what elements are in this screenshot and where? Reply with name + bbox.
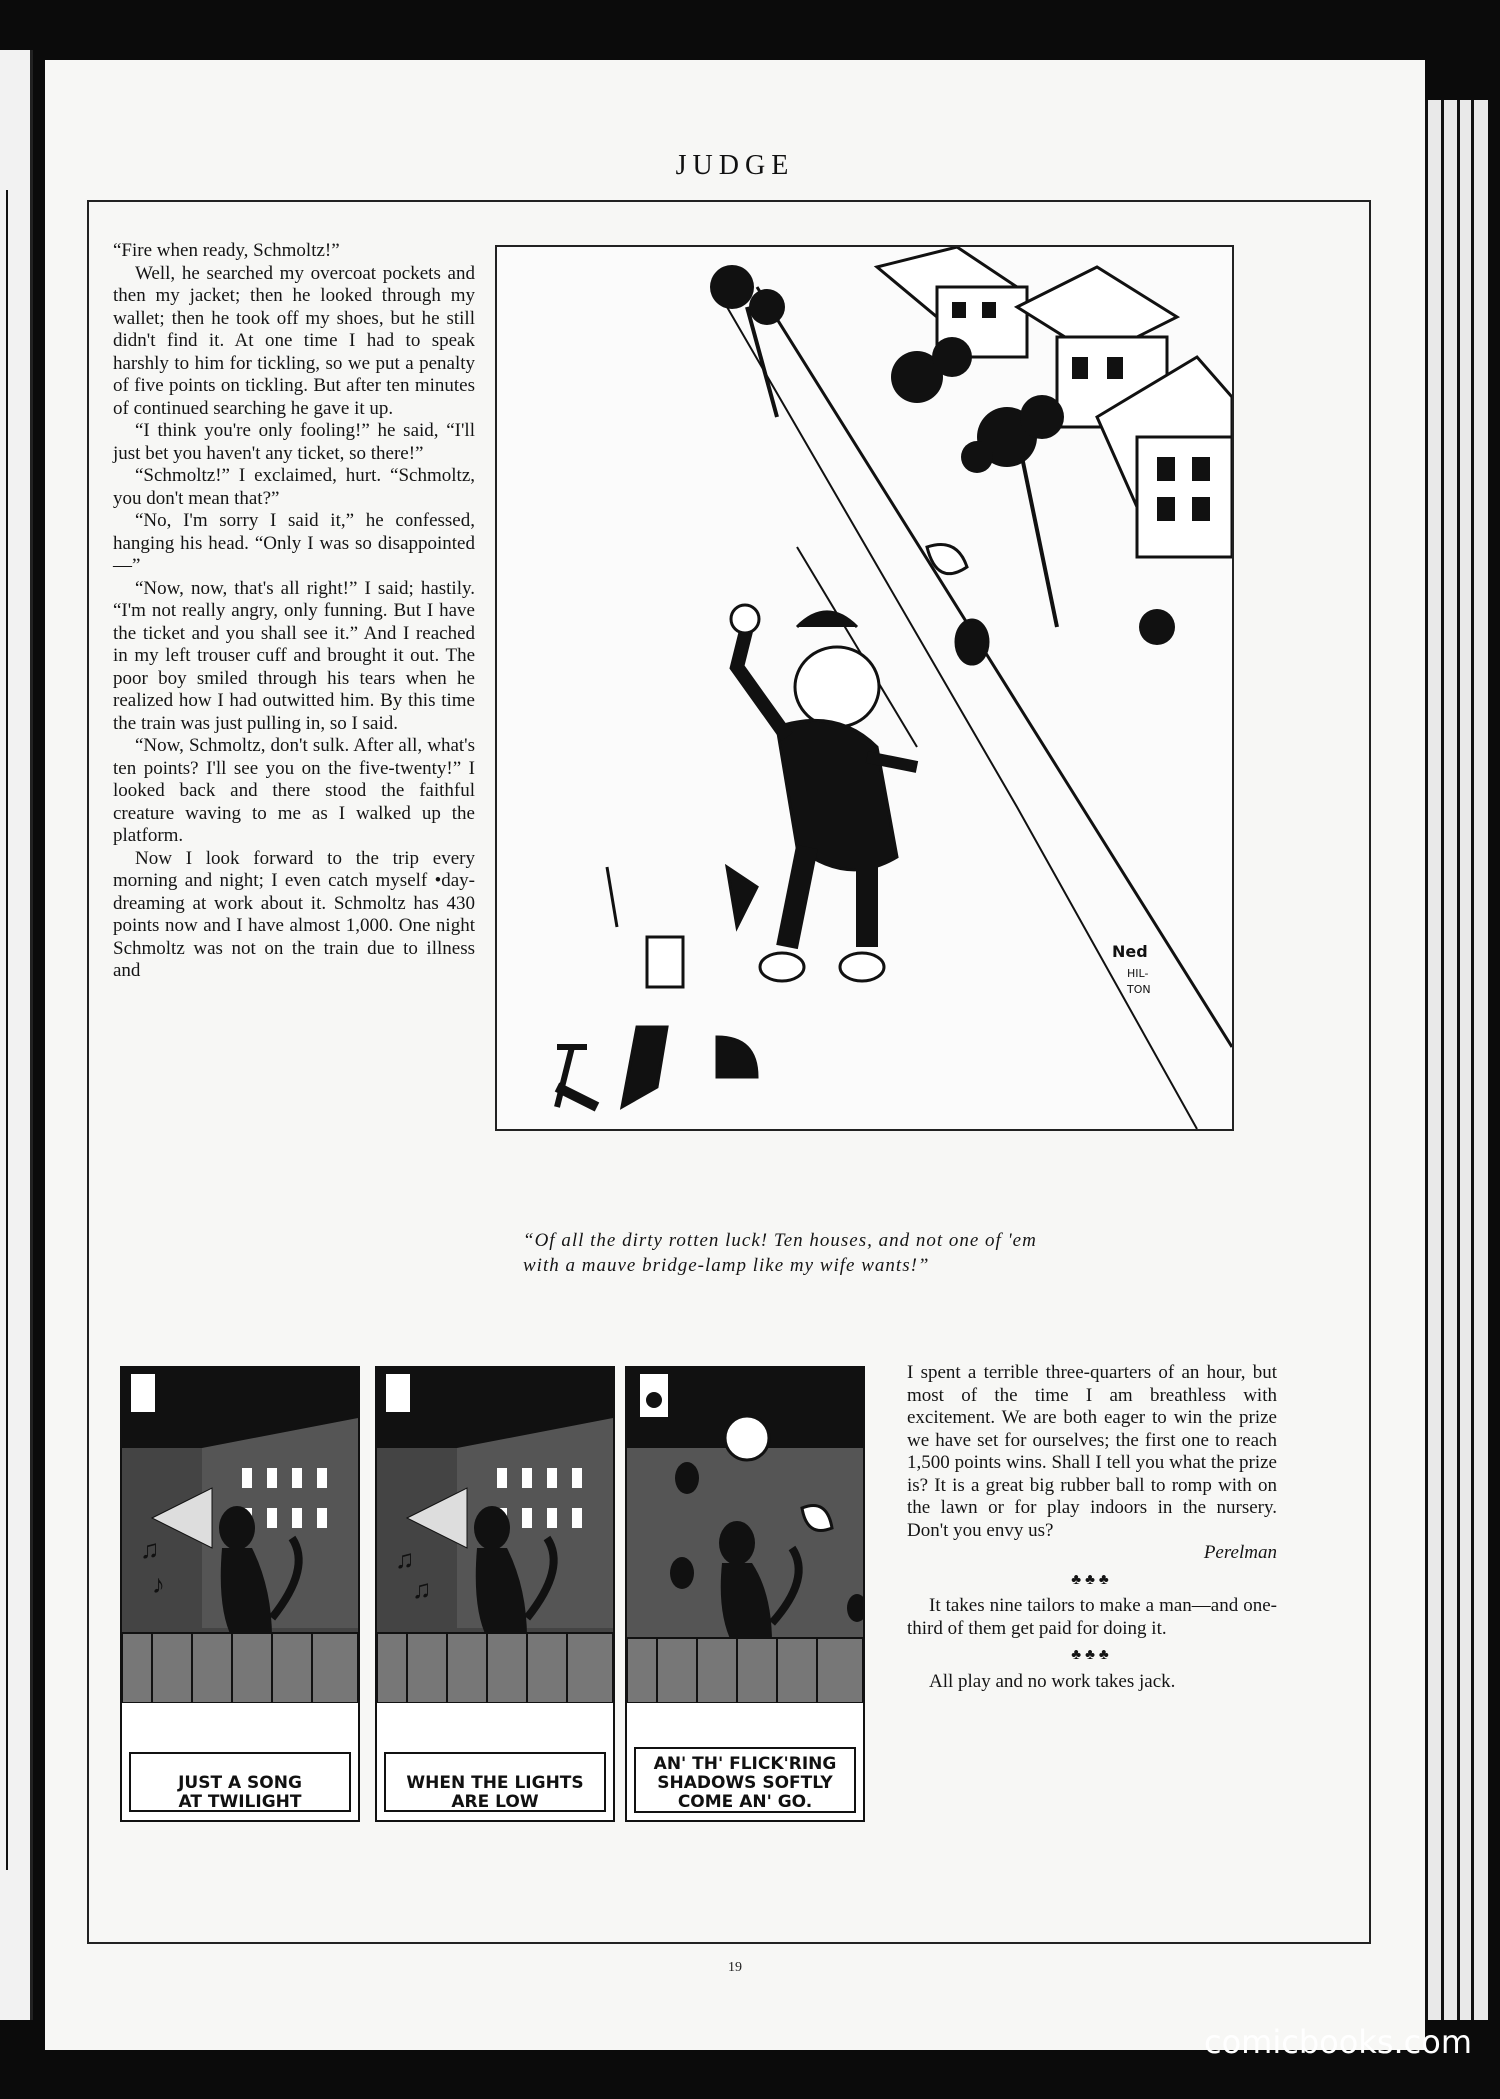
- cat-singing-drawing: [122, 1368, 358, 1820]
- story-paragraph: I spent a terrible three-quarters of an hour, but most of the time I am breathless with excitement. We are both eager to win the prize we have set for ourselves; the first one to reach 1,500 points wins. Shall I tell you what the prize is? It is a great big rubber ball to romp with on the lawn or for play indoors in the nursery. Don't you envy us?: [907, 1362, 1277, 1541]
- panel-caption: [627, 1755, 863, 1812]
- joke-paragraph: It takes nine tailors to make a man—and one-third of them get paid for doing it.: [907, 1595, 1277, 1639]
- story-paragraph: “Fire when ready, Schmoltz!”: [113, 240, 340, 261]
- panel-caption-line: SHADOWS SOFTLY: [657, 1773, 833, 1793]
- story-paragraph: Now I look forward to the trip every morning and night; I even catch myself •day-dreaming at work about it. Schmoltz has 430 points now and I have almost 1,000. One night Schmoltz was not on the train due to illness and: [113, 847, 475, 981]
- page-header-title: JUDGE: [675, 150, 795, 181]
- story-paragraph: “No, I'm sorry I said it,” he confessed, hanging his head. “Only I was so disappointed—”: [113, 510, 475, 576]
- panel-caption-line: AT TWILIGHT: [178, 1792, 302, 1812]
- comic-panel-3: [625, 1366, 865, 1822]
- cartoon-illustration: [495, 245, 1234, 1131]
- page-number: 19: [728, 1960, 742, 1975]
- story-paragraph: Well, he searched my overcoat pockets and then my jacket; then he looked through my wallet; then he took off my shoes, but he still didn't find it. At one time I had to speak harshly to him for tickling, so we put a penalty of five points on tickling. But after ten minutes of continued searching he gave it up.: [113, 262, 475, 419]
- comic-panel-2: [375, 1366, 615, 1822]
- comic-panel-1: [120, 1366, 360, 1822]
- story-column-right: [907, 1362, 1277, 1693]
- story-paragraph: “Now, Schmoltz, don't sulk. After all, what's ten points? I'll see you on the five-twenty!” I looked back and there stood the faithful creature waving to me as I walked up the platform.: [113, 735, 475, 846]
- ornament-divider: ♣♣♣: [1071, 1647, 1113, 1663]
- panel-caption-line: COME AN' GO.: [677, 1792, 813, 1812]
- cat-pelted-drawing: [627, 1368, 863, 1820]
- artist-signature: HIL-: [1127, 967, 1149, 980]
- svg-text:♫: ♫: [395, 1545, 415, 1574]
- story-paragraph: “Now, now, that's all right!” I said; hastily. “I'm not really angry, only funning. But I have the ticket and you shall see it.” And I reached in my left trouser cuff and brought it out. The poor boy smiled through his tears when he realized how I had outwitted him. By this time the train was just pulling in, so I said.: [113, 577, 475, 734]
- panel-caption: [122, 1774, 358, 1812]
- panel-caption: [377, 1774, 613, 1812]
- book-page-stack: [1425, 100, 1487, 2020]
- panel-caption-line: JUST A SONG: [178, 1773, 302, 1793]
- falling-man-drawing: [497, 247, 1232, 1129]
- author-signature: Perelman: [1203, 1542, 1277, 1563]
- cat-singing-drawing: [377, 1368, 613, 1820]
- story-paragraph: “I think you're only fooling!” he said, “I'll just bet you haven't any ticket, so there!”: [113, 420, 475, 464]
- story-column-left: [113, 240, 475, 983]
- artist-signature: Ned: [1112, 942, 1148, 961]
- joke-paragraph: All play and no work takes jack.: [929, 1670, 1176, 1692]
- cartoon-caption: [523, 1228, 1313, 1278]
- svg-text:♫: ♫: [140, 1535, 160, 1564]
- panel-caption-line: AN' TH' FLICK'RING: [653, 1754, 837, 1774]
- site-watermark: comicbooks.com: [1203, 2023, 1472, 2061]
- adjacent-page-edge: [0, 50, 33, 2020]
- ornament-divider: ♣♣♣: [1071, 1571, 1113, 1588]
- artist-signature: TON: [1127, 983, 1151, 996]
- svg-text:♫: ♫: [412, 1575, 432, 1604]
- panel-caption-line: WHEN THE LIGHTS: [406, 1773, 584, 1793]
- panel-caption-line: ARE LOW: [451, 1792, 539, 1812]
- caption-line: “Of all the dirty rotten luck! Ten houses, and not one of 'em: [523, 1230, 1037, 1251]
- story-paragraph: “Schmoltz!” I exclaimed, hurt. “Schmoltz, you don't mean that?”: [113, 465, 475, 509]
- svg-text:♪: ♪: [152, 1570, 165, 1599]
- magazine-page: [45, 60, 1425, 2050]
- caption-line: with a mauve bridge-lamp like my wife wants!”: [523, 1255, 930, 1276]
